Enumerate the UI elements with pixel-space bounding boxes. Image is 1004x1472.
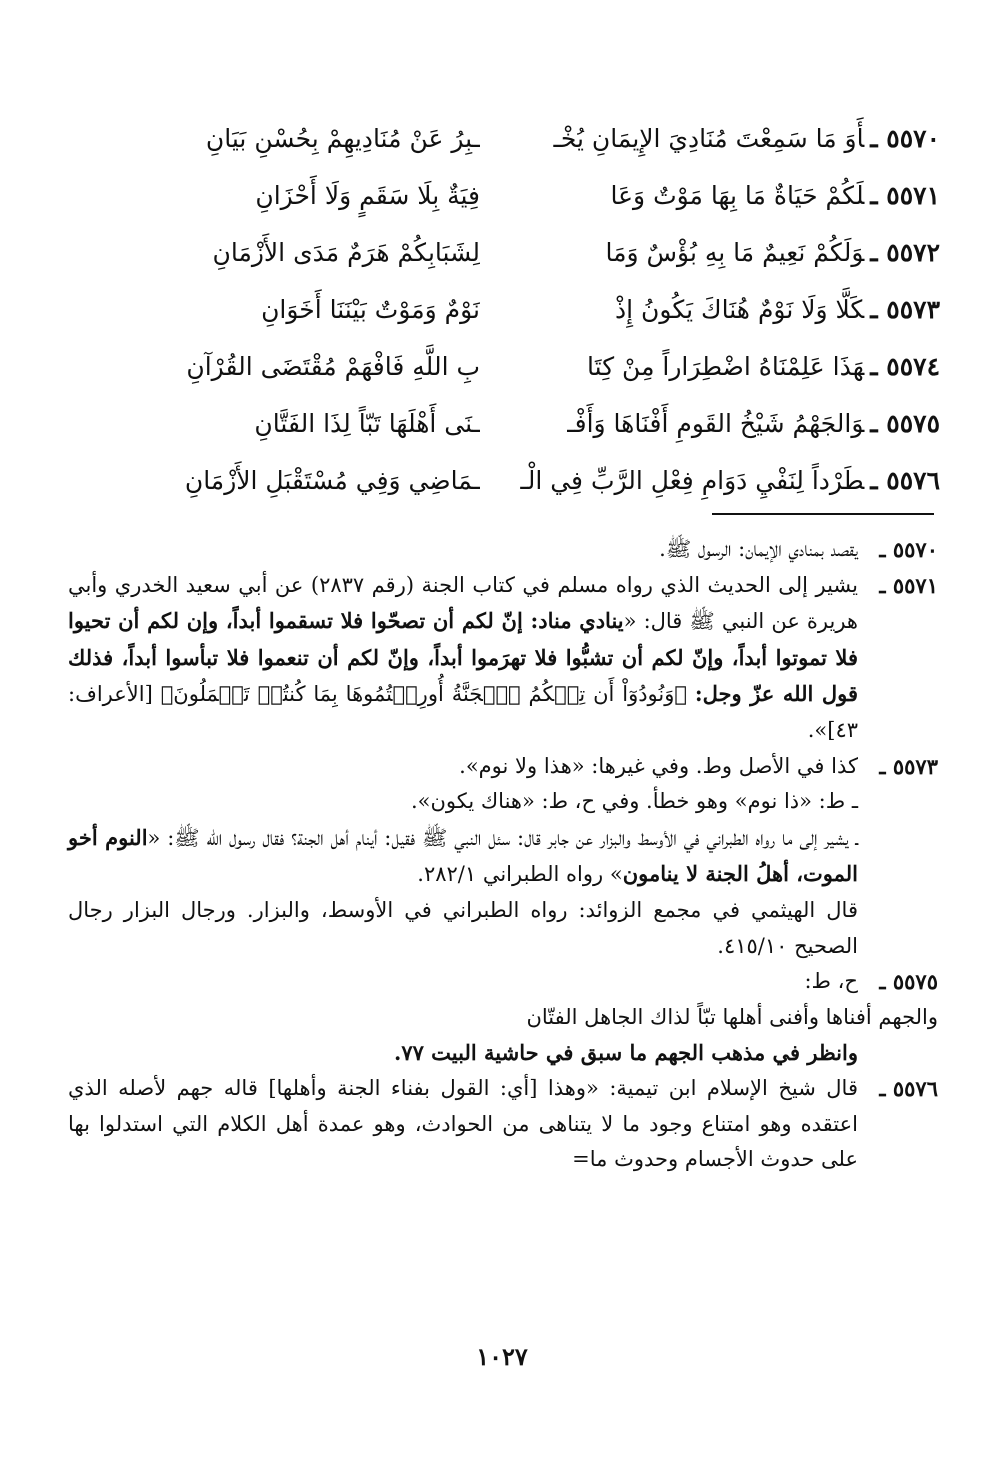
verse-number: ٥٥٧٥ ـ: [870, 409, 940, 438]
verse-second-hemistich: فِيَةٌ بِلَا سَقَمٍ وَلَا أَحْزَانِ: [255, 181, 480, 210]
page-number: ١٠٢٧: [476, 1342, 528, 1371]
footnote-text: قال شيخ الإسلام ابن تيمية: «وهذا [أي: القول بفناء الجنة وأهلها] قاله جهم لأصله الذي اعتقده وهو امتناع وجود ما لا يتناهى من الحوادث، وهو عمدة أهل الكلام التي استدلوا بها على حدوث الأجسام وحدوث ما=: [68, 1075, 858, 1172]
verse-number: ٥٥٧٤ ـ: [870, 352, 940, 381]
verse-line: [60, 110, 940, 167]
footnote-5571: [68, 568, 938, 749]
verse-line: [60, 338, 940, 395]
footnote-text: ـ يشير إلى ما رواه الطبراني في الأوسط والبزار عن جابر قال: سئل النبي ﷺ فقيل: أينام أهل الجنة؟ فقال رسول الله ﷺ: «النوم أخو الموت، أهلُ الجنة لا ينامون» رواه الطبراني ٢٨٢/١.: [68, 824, 858, 887]
footnote-text: قال الهيثمي في مجمع الزوائد: رواه الطبراني في الأوسط، والبزار. ورجال البزار رجال الصحيح ٤١٥/١٠.: [68, 897, 858, 958]
footnote-text: يقصد بمنادي الإيمان: الرسول ﷺ.: [659, 537, 858, 561]
verse-first-hemistich: ٥٥٧١ ـلَكُمْ حَيَاةٌ مَا بِهَا مَوْتٌ وَعَا: [610, 181, 940, 210]
hadith-text: ينادي مناد: إنّ لكم أن تصحّوا فلا تسقموا أبداً، وإن لكم أن تحيوا فلا تموتوا أبداً، وإنّ لكم أن تشبُّوا فلا تهرَموا أبداً، وإنّ لكم أن تنعموا فلا تبأسوا أبداً، فذلك قول الله عزّ وجل:: [68, 608, 858, 707]
footnote-text: كذا في الأصل وط. وفي غيرها: «هذا ولا نوم».: [459, 753, 858, 778]
verse-first-hemistich: ٥٥٧٦ ـطَرْداً لِنَفْيِ دَوَامِ فِعْلِ الرَّبِّ فِي الْـ: [520, 466, 940, 495]
verse-line: [60, 281, 940, 338]
verse-number: ٥٥٧٢ ـ: [870, 238, 940, 267]
footnote-5570: [68, 532, 938, 568]
verse-first-hemistich: ٥٥٧٠ ـأَوَ مَا سَمِعْتَ مُنَادِيَ الإِيمَانِ يُخْـ: [553, 124, 940, 153]
footnote-number: ٥٥٧٣ ـ: [879, 753, 938, 779]
footnote-5573: [68, 749, 938, 965]
verse-number: ٥٥٧٠ ـ: [870, 124, 940, 153]
footnote-text: يشير إلى الحديث الذي رواه مسلم في كتاب الجنة (رقم ٢٨٣٧) عن أبي سعيد الخدري وأبي هريرة عن النبي ﷺ قال: «ينادي مناد: إنّ لكم أن تصحّوا فلا تسقموا أبداً، وإن لكم أن تحيوا فلا تموتوا أبداً، وإنّ لكم أن تشبُّوا فلا تهرَموا أبداً، وإنّ لكم أن تنعموا فلا تبأسوا أبداً، فذلك قول الله عزّ وجل: ﴿وَنُودُوٓاْ أَن تِلۡكُمُ ٱلۡجَنَّةُ أُورِثۡتُمُوهَا بِمَا كُنتُمۡ تَعۡمَلُونَ﴾ [الأعراف: ٤٣]».: [68, 572, 859, 742]
quran-quote: ﴿وَنُودُوٓاْ أَن تِلۡكُمُ ٱلۡجَنَّةُ أُورِثۡتُمُوهَا بِمَا كُنتُمۡ تَعۡمَلُونَ﴾ [الأعراف: ٤٣]».: [68, 682, 858, 742]
verse-second-hemistich: ـمَاضِي وَفِي مُسْتَقْبَلِ الأَزْمَانِ: [184, 466, 480, 495]
verse-number: ٥٥٧٣ ـ: [870, 295, 940, 324]
footnote-verse: والجهم أفناها وأفنى أهلها تبّاً لذاك الجاهل الفتّان: [526, 1004, 938, 1029]
verse-number: ٥٥٧١ ـ: [870, 181, 940, 210]
footnote-number: ٥٥٧١ ـ: [879, 572, 938, 598]
verse-second-hemistich: نَوْمٌ وَمَوْتٌ بَيْنَنَا أَخَوَانِ: [261, 295, 480, 324]
poem-verses: [60, 110, 940, 509]
verse-first-hemistich: ٥٥٧٣ ـكَلَّا وَلَا نَوْمٌ هُنَاكَ يَكُونُ إِذْ: [615, 295, 940, 324]
footnote-number: ٥٥٧٥ ـ: [879, 969, 938, 995]
verse-first-hemistich: ٥٥٧٤ ـهَذَا عَلِمْنَاهُ اضْطِرَاراً مِنْ كِتَا: [587, 352, 940, 381]
footnote-text: ح، ط:: [804, 969, 858, 994]
footnote-text: ـ ط: «ذا نوم» وهو خطأ. وفي ح، ط: «هناك يكون».: [410, 789, 858, 814]
verse-line: [60, 167, 940, 224]
verse-line: [60, 452, 940, 509]
verse-first-hemistich: ٥٥٧٥ ـوَالجَهْمُ شَيْخُ القَومِ أَفْنَاهَا وَأَفْـ: [567, 409, 940, 438]
verse-second-hemistich: لِشَبَابِكُمْ هَرَمٌ مَدَى الأَزْمَانِ: [212, 238, 480, 267]
hadith-text: النوم أخو الموت، أهلُ الجنة لا ينامون: [68, 824, 858, 887]
footnote-number: ٥٥٧٦ ـ: [879, 1075, 938, 1101]
footnote-separator: [712, 513, 934, 515]
verse-line: [60, 224, 940, 281]
verse-second-hemistich: ـنَى أَهْلَهَا تَبّاً لِذَا الفَتَّانِ: [254, 409, 480, 438]
verse-number: ٥٥٧٦ ـ: [870, 466, 940, 495]
footnote-text: وانظر في مذهب الجهم ما سبق في حاشية البيت ٧٧.: [394, 1040, 858, 1066]
footnote-5576: [68, 1071, 938, 1178]
verse-second-hemistich: ـبِرُ عَنْ مُنَادِيهِمْ بِحُسْنِ بَيَانِ: [205, 124, 480, 153]
footnote-number: ٥٥٧٠ ـ: [879, 537, 938, 562]
verse-line: [60, 395, 940, 452]
verse-first-hemistich: ٥٥٧٢ ـوَلَكُمْ نَعِيمٌ مَا بِهِ بُؤْسٌ وَمَا: [605, 238, 940, 267]
footnote-5575: [68, 964, 938, 1071]
verse-second-hemistich: بِ اللَّهِ فَافْهَمْ مُقْتَضَى القُرْآنِ: [186, 352, 480, 381]
footnotes: [68, 532, 938, 1178]
